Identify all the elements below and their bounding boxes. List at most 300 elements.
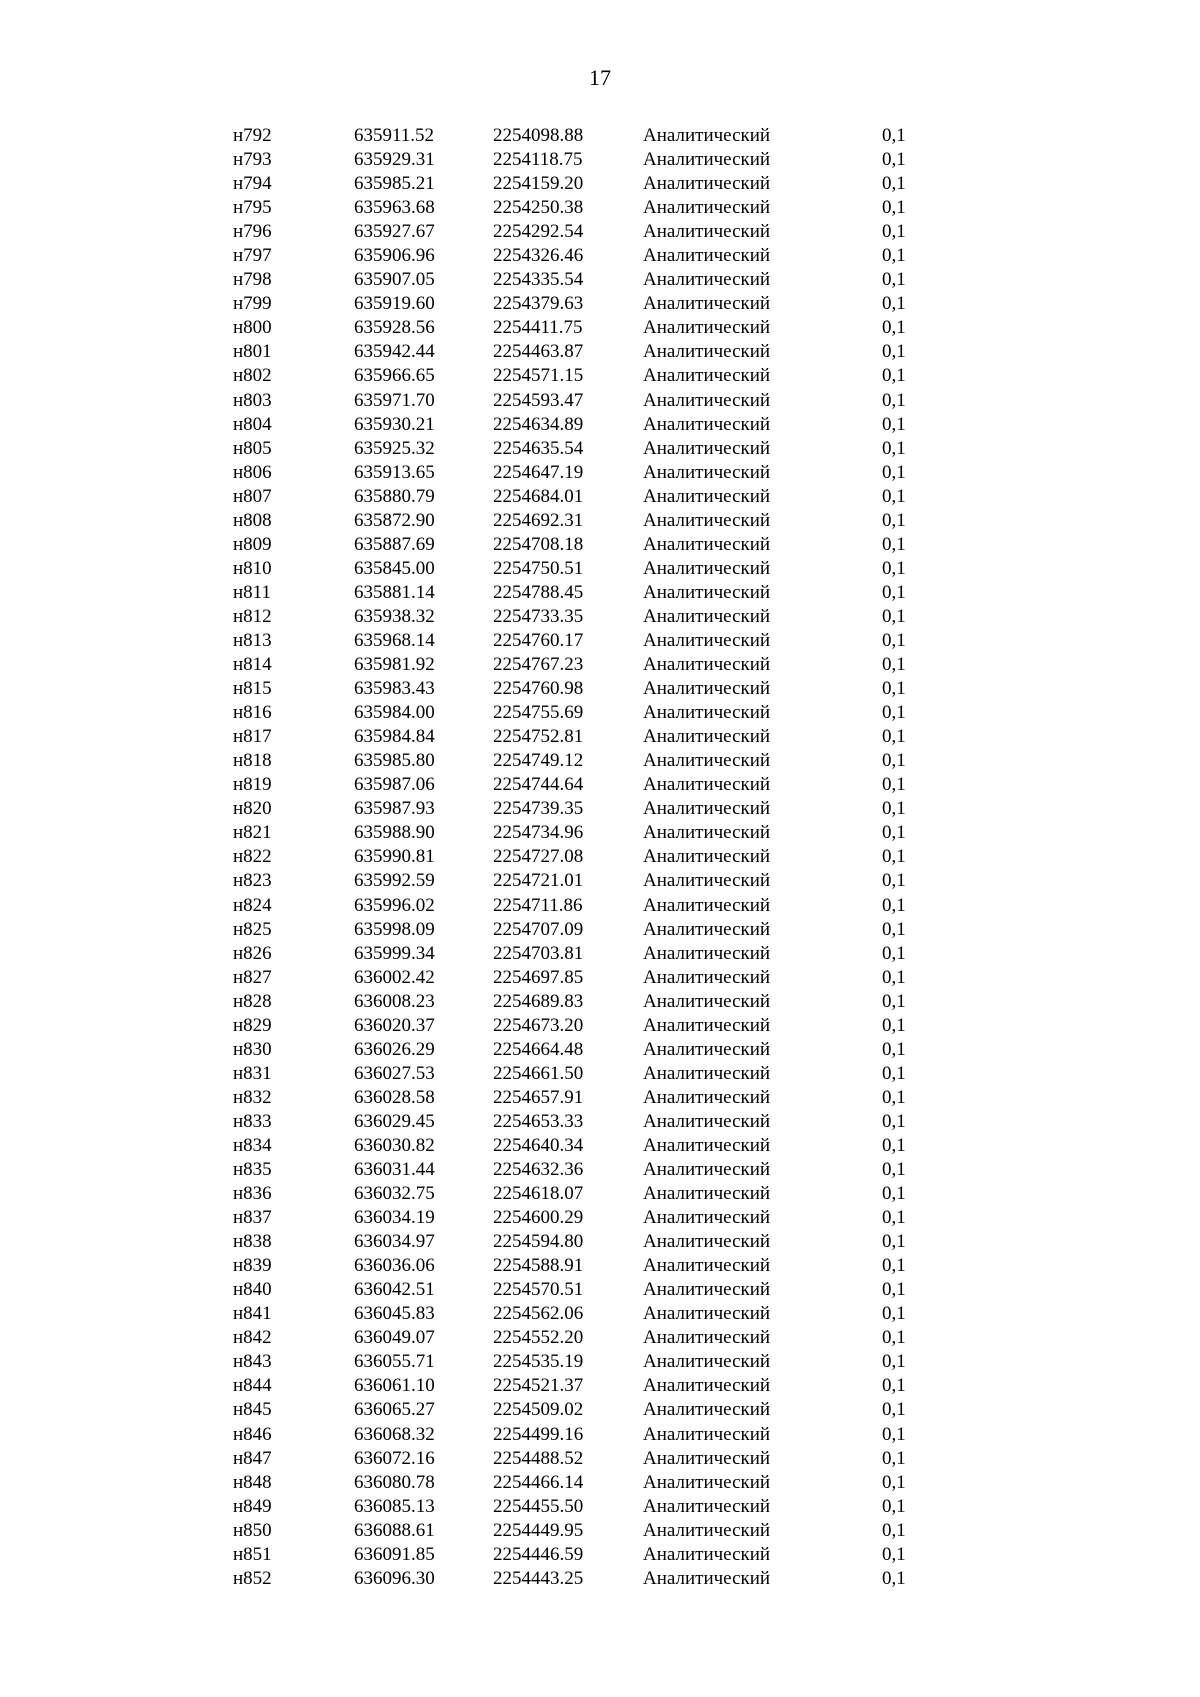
- table-row: [0, 990, 1200, 1014]
- table-row: [0, 821, 1200, 845]
- table-row: [0, 461, 1200, 485]
- method-cell: Аналитический: [643, 389, 771, 411]
- method-cell: Аналитический: [643, 629, 771, 651]
- x-coordinate-cell: 636096.30: [354, 1567, 435, 1589]
- x-coordinate-cell: 636061.10: [354, 1375, 435, 1397]
- accuracy-cell: 0,1: [882, 1471, 906, 1493]
- x-coordinate-cell: 636008.23: [354, 990, 435, 1012]
- accuracy-cell: 0,1: [882, 1543, 906, 1565]
- table-row: [0, 1447, 1200, 1471]
- x-coordinate-cell: 635971.70: [354, 389, 435, 411]
- accuracy-cell: 0,1: [882, 774, 906, 796]
- accuracy-cell: 0,1: [882, 1423, 906, 1445]
- table-row: [0, 196, 1200, 220]
- point-id-cell: н799: [233, 293, 272, 315]
- y-coordinate-cell: 2254552.20: [493, 1327, 584, 1349]
- y-coordinate-cell: 2254594.80: [493, 1231, 584, 1253]
- y-coordinate-cell: 2254466.14: [493, 1471, 584, 1493]
- x-coordinate-cell: 635966.65: [354, 365, 435, 387]
- accuracy-cell: 0,1: [882, 894, 906, 916]
- x-coordinate-cell: 636088.61: [354, 1519, 435, 1541]
- accuracy-cell: 0,1: [882, 1038, 906, 1060]
- x-coordinate-cell: 635881.14: [354, 581, 435, 603]
- x-coordinate-cell: 636091.85: [354, 1543, 435, 1565]
- table-row: [0, 533, 1200, 557]
- point-id-cell: н816: [233, 702, 272, 724]
- table-row: [0, 677, 1200, 701]
- accuracy-cell: 0,1: [882, 317, 906, 339]
- point-id-cell: н820: [233, 798, 272, 820]
- accuracy-cell: 0,1: [882, 365, 906, 387]
- x-coordinate-cell: 635983.43: [354, 678, 435, 700]
- accuracy-cell: 0,1: [882, 197, 906, 219]
- y-coordinate-cell: 2254562.06: [493, 1303, 584, 1325]
- y-coordinate-cell: 2254632.36: [493, 1159, 584, 1181]
- table-row: [0, 1495, 1200, 1519]
- table-row: [0, 244, 1200, 268]
- x-coordinate-cell: 635984.84: [354, 726, 435, 748]
- x-coordinate-cell: 635930.21: [354, 413, 435, 435]
- method-cell: Аналитический: [643, 509, 771, 531]
- method-cell: Аналитический: [643, 437, 771, 459]
- y-coordinate-cell: 2254335.54: [493, 269, 584, 291]
- table-row: [0, 1543, 1200, 1567]
- point-id-cell: н801: [233, 341, 272, 363]
- method-cell: Аналитический: [643, 1014, 771, 1036]
- point-id-cell: н802: [233, 365, 272, 387]
- point-id-cell: н830: [233, 1038, 272, 1060]
- x-coordinate-cell: 635942.44: [354, 341, 435, 363]
- table-row: [0, 340, 1200, 364]
- accuracy-cell: 0,1: [882, 1519, 906, 1541]
- table-row: [0, 581, 1200, 605]
- table-row: [0, 1086, 1200, 1110]
- table-row: [0, 605, 1200, 629]
- method-cell: Аналитический: [643, 678, 771, 700]
- accuracy-cell: 0,1: [882, 629, 906, 651]
- y-coordinate-cell: 2254635.54: [493, 437, 584, 459]
- y-coordinate-cell: 2254411.75: [493, 317, 583, 339]
- point-id-cell: н851: [233, 1543, 272, 1565]
- y-coordinate-cell: 2254446.59: [493, 1543, 584, 1565]
- point-id-cell: н807: [233, 485, 272, 507]
- point-id-cell: н840: [233, 1279, 272, 1301]
- x-coordinate-cell: 636072.16: [354, 1447, 435, 1469]
- x-coordinate-cell: 636034.19: [354, 1207, 435, 1229]
- method-cell: Аналитический: [643, 990, 771, 1012]
- y-coordinate-cell: 2254760.98: [493, 678, 584, 700]
- x-coordinate-cell: 635999.34: [354, 942, 435, 964]
- y-coordinate-cell: 2254535.19: [493, 1351, 584, 1373]
- method-cell: Аналитический: [643, 1303, 771, 1325]
- point-id-cell: н813: [233, 629, 272, 651]
- point-id-cell: н796: [233, 221, 272, 243]
- x-coordinate-cell: 636049.07: [354, 1327, 435, 1349]
- point-id-cell: н825: [233, 918, 272, 940]
- table-row: [0, 1230, 1200, 1254]
- x-coordinate-cell: 636068.32: [354, 1423, 435, 1445]
- point-id-cell: н847: [233, 1447, 272, 1469]
- accuracy-cell: 0,1: [882, 798, 906, 820]
- accuracy-cell: 0,1: [882, 1375, 906, 1397]
- point-id-cell: н823: [233, 870, 272, 892]
- point-id-cell: н793: [233, 149, 272, 171]
- y-coordinate-cell: 2254118.75: [493, 149, 583, 171]
- table-row: [0, 701, 1200, 725]
- y-coordinate-cell: 2254727.08: [493, 846, 584, 868]
- point-id-cell: н846: [233, 1423, 272, 1445]
- point-id-cell: н837: [233, 1207, 272, 1229]
- y-coordinate-cell: 2254708.18: [493, 533, 584, 555]
- table-row: [0, 1398, 1200, 1422]
- y-coordinate-cell: 2254509.02: [493, 1399, 584, 1421]
- table-row: [0, 1014, 1200, 1038]
- point-id-cell: н805: [233, 437, 272, 459]
- y-coordinate-cell: 2254744.64: [493, 774, 584, 796]
- method-cell: Аналитический: [643, 1567, 771, 1589]
- table-row: [0, 1062, 1200, 1086]
- table-row: [0, 1374, 1200, 1398]
- accuracy-cell: 0,1: [882, 557, 906, 579]
- method-cell: Аналитический: [643, 1543, 771, 1565]
- method-cell: Аналитический: [643, 1038, 771, 1060]
- y-coordinate-cell: 2254593.47: [493, 389, 584, 411]
- table-row: [0, 1326, 1200, 1350]
- method-cell: Аналитический: [643, 1351, 771, 1373]
- x-coordinate-cell: 635988.90: [354, 822, 435, 844]
- method-cell: Аналитический: [643, 822, 771, 844]
- accuracy-cell: 0,1: [882, 1159, 906, 1181]
- x-coordinate-cell: 635992.59: [354, 870, 435, 892]
- y-coordinate-cell: 2254749.12: [493, 750, 584, 772]
- point-id-cell: н828: [233, 990, 272, 1012]
- x-coordinate-cell: 635981.92: [354, 654, 435, 676]
- table-row: [0, 485, 1200, 509]
- table-row: [0, 268, 1200, 292]
- method-cell: Аналитический: [643, 533, 771, 555]
- accuracy-cell: 0,1: [882, 509, 906, 531]
- point-id-cell: н803: [233, 389, 272, 411]
- y-coordinate-cell: 2254571.15: [493, 365, 584, 387]
- x-coordinate-cell: 635987.93: [354, 798, 435, 820]
- point-id-cell: н849: [233, 1495, 272, 1517]
- point-id-cell: н852: [233, 1567, 272, 1589]
- point-id-cell: н831: [233, 1062, 272, 1084]
- table-row: [0, 364, 1200, 388]
- accuracy-cell: 0,1: [882, 1399, 906, 1421]
- x-coordinate-cell: 636085.13: [354, 1495, 435, 1517]
- table-row: [0, 1423, 1200, 1447]
- table-row: [0, 148, 1200, 172]
- point-id-cell: н841: [233, 1303, 272, 1325]
- point-id-cell: н835: [233, 1159, 272, 1181]
- point-id-cell: н848: [233, 1471, 272, 1493]
- method-cell: Аналитический: [643, 774, 771, 796]
- method-cell: Аналитический: [643, 1423, 771, 1445]
- accuracy-cell: 0,1: [882, 533, 906, 555]
- table-row: [0, 413, 1200, 437]
- y-coordinate-cell: 2254692.31: [493, 509, 584, 531]
- x-coordinate-cell: 636034.97: [354, 1231, 435, 1253]
- y-coordinate-cell: 2254664.48: [493, 1038, 584, 1060]
- y-coordinate-cell: 2254379.63: [493, 293, 584, 315]
- table-row: [0, 557, 1200, 581]
- method-cell: Аналитический: [643, 894, 771, 916]
- method-cell: Аналитический: [643, 870, 771, 892]
- method-cell: Аналитический: [643, 293, 771, 315]
- accuracy-cell: 0,1: [882, 966, 906, 988]
- point-id-cell: н832: [233, 1086, 272, 1108]
- point-id-cell: н804: [233, 413, 272, 435]
- table-row: [0, 869, 1200, 893]
- method-cell: Аналитический: [643, 702, 771, 724]
- table-row: [0, 966, 1200, 990]
- method-cell: Аналитический: [643, 1183, 771, 1205]
- accuracy-cell: 0,1: [882, 1014, 906, 1036]
- table-row: [0, 1254, 1200, 1278]
- x-coordinate-cell: 635929.31: [354, 149, 435, 171]
- table-row: [0, 220, 1200, 244]
- x-coordinate-cell: 636026.29: [354, 1038, 435, 1060]
- x-coordinate-cell: 635919.60: [354, 293, 435, 315]
- method-cell: Аналитический: [643, 1519, 771, 1541]
- method-cell: Аналитический: [643, 1255, 771, 1277]
- table-row: [0, 629, 1200, 653]
- method-cell: Аналитический: [643, 966, 771, 988]
- table-row: [0, 1567, 1200, 1591]
- x-coordinate-cell: 635906.96: [354, 245, 435, 267]
- x-coordinate-cell: 635968.14: [354, 629, 435, 651]
- method-cell: Аналитический: [643, 1471, 771, 1493]
- x-coordinate-cell: 635987.06: [354, 774, 435, 796]
- point-id-cell: н812: [233, 605, 272, 627]
- accuracy-cell: 0,1: [882, 1086, 906, 1108]
- y-coordinate-cell: 2254521.37: [493, 1375, 584, 1397]
- accuracy-cell: 0,1: [882, 269, 906, 291]
- x-coordinate-cell: 636032.75: [354, 1183, 435, 1205]
- point-id-cell: н798: [233, 269, 272, 291]
- point-id-cell: н806: [233, 461, 272, 483]
- y-coordinate-cell: 2254640.34: [493, 1134, 584, 1156]
- y-coordinate-cell: 2254684.01: [493, 485, 584, 507]
- method-cell: Аналитический: [643, 918, 771, 940]
- accuracy-cell: 0,1: [882, 870, 906, 892]
- x-coordinate-cell: 636080.78: [354, 1471, 435, 1493]
- x-coordinate-cell: 635925.32: [354, 437, 435, 459]
- point-id-cell: н827: [233, 966, 272, 988]
- point-id-cell: н800: [233, 317, 272, 339]
- y-coordinate-cell: 2254455.50: [493, 1495, 584, 1517]
- point-id-cell: н815: [233, 678, 272, 700]
- accuracy-cell: 0,1: [882, 245, 906, 267]
- table-row: [0, 292, 1200, 316]
- y-coordinate-cell: 2254760.17: [493, 629, 584, 651]
- point-id-cell: н792: [233, 125, 272, 146]
- method-cell: Аналитический: [643, 1327, 771, 1349]
- y-coordinate-cell: 2254570.51: [493, 1279, 584, 1301]
- accuracy-cell: 0,1: [882, 221, 906, 243]
- x-coordinate-cell: 636045.83: [354, 1303, 435, 1325]
- x-coordinate-cell: 635927.67: [354, 221, 435, 243]
- y-coordinate-cell: 2254098.88: [493, 125, 584, 146]
- accuracy-cell: 0,1: [882, 750, 906, 772]
- y-coordinate-cell: 2254488.52: [493, 1447, 584, 1469]
- x-coordinate-cell: 635913.65: [354, 461, 435, 483]
- y-coordinate-cell: 2254703.81: [493, 942, 584, 964]
- x-coordinate-cell: 636031.44: [354, 1159, 435, 1181]
- point-id-cell: н811: [233, 581, 271, 603]
- x-coordinate-cell: 635938.32: [354, 605, 435, 627]
- point-id-cell: н836: [233, 1183, 272, 1205]
- x-coordinate-cell: 635880.79: [354, 485, 435, 507]
- accuracy-cell: 0,1: [882, 173, 906, 195]
- y-coordinate-cell: 2254292.54: [493, 221, 584, 243]
- method-cell: Аналитический: [643, 605, 771, 627]
- table-row: [0, 894, 1200, 918]
- accuracy-cell: 0,1: [882, 654, 906, 676]
- table-row: [0, 1182, 1200, 1206]
- x-coordinate-cell: 635907.05: [354, 269, 435, 291]
- table-row: [0, 172, 1200, 196]
- x-coordinate-cell: 635985.80: [354, 750, 435, 772]
- method-cell: Аналитический: [643, 485, 771, 507]
- table-row: [0, 749, 1200, 773]
- x-coordinate-cell: 636065.27: [354, 1399, 435, 1421]
- y-coordinate-cell: 2254697.85: [493, 966, 584, 988]
- x-coordinate-cell: 635911.52: [354, 125, 435, 146]
- x-coordinate-cell: 636020.37: [354, 1014, 435, 1036]
- table-row: [0, 1278, 1200, 1302]
- point-id-cell: н842: [233, 1327, 272, 1349]
- x-coordinate-cell: 635928.56: [354, 317, 435, 339]
- method-cell: Аналитический: [643, 1134, 771, 1156]
- point-id-cell: н814: [233, 654, 272, 676]
- accuracy-cell: 0,1: [882, 1110, 906, 1132]
- method-cell: Аналитический: [643, 461, 771, 483]
- table-row: [0, 1110, 1200, 1134]
- method-cell: Аналитический: [643, 726, 771, 748]
- method-cell: Аналитический: [643, 1062, 771, 1084]
- accuracy-cell: 0,1: [882, 293, 906, 315]
- accuracy-cell: 0,1: [882, 990, 906, 1012]
- accuracy-cell: 0,1: [882, 1327, 906, 1349]
- table-row: [0, 653, 1200, 677]
- method-cell: Аналитический: [643, 1110, 771, 1132]
- x-coordinate-cell: 636029.45: [354, 1110, 435, 1132]
- table-row: [0, 124, 1200, 148]
- y-coordinate-cell: 2254326.46: [493, 245, 584, 267]
- point-id-cell: н795: [233, 197, 272, 219]
- y-coordinate-cell: 2254739.35: [493, 798, 584, 820]
- method-cell: Аналитический: [643, 149, 771, 171]
- accuracy-cell: 0,1: [882, 822, 906, 844]
- table-row: [0, 1038, 1200, 1062]
- method-cell: Аналитический: [643, 173, 771, 195]
- y-coordinate-cell: 2254250.38: [493, 197, 584, 219]
- accuracy-cell: 0,1: [882, 678, 906, 700]
- accuracy-cell: 0,1: [882, 125, 906, 146]
- method-cell: Аналитический: [643, 365, 771, 387]
- point-id-cell: н818: [233, 750, 272, 772]
- y-coordinate-cell: 2254443.25: [493, 1567, 584, 1589]
- point-id-cell: н843: [233, 1351, 272, 1373]
- accuracy-cell: 0,1: [882, 1183, 906, 1205]
- table-row: [0, 1206, 1200, 1230]
- point-id-cell: н833: [233, 1110, 272, 1132]
- accuracy-cell: 0,1: [882, 1255, 906, 1277]
- point-id-cell: н797: [233, 245, 272, 267]
- x-coordinate-cell: 635845.00: [354, 557, 435, 579]
- x-coordinate-cell: 636030.82: [354, 1134, 435, 1156]
- method-cell: Аналитический: [643, 1495, 771, 1517]
- x-coordinate-cell: 635985.21: [354, 173, 435, 195]
- method-cell: Аналитический: [643, 557, 771, 579]
- accuracy-cell: 0,1: [882, 413, 906, 435]
- accuracy-cell: 0,1: [882, 1303, 906, 1325]
- table-row: [0, 942, 1200, 966]
- y-coordinate-cell: 2254499.16: [493, 1423, 584, 1445]
- method-cell: Аналитический: [643, 221, 771, 243]
- method-cell: Аналитический: [643, 654, 771, 676]
- accuracy-cell: 0,1: [882, 1134, 906, 1156]
- y-coordinate-cell: 2254733.35: [493, 605, 584, 627]
- point-id-cell: н819: [233, 774, 272, 796]
- point-id-cell: н810: [233, 557, 272, 579]
- point-id-cell: н822: [233, 846, 272, 868]
- accuracy-cell: 0,1: [882, 918, 906, 940]
- accuracy-cell: 0,1: [882, 605, 906, 627]
- x-coordinate-cell: 636027.53: [354, 1062, 435, 1084]
- accuracy-cell: 0,1: [882, 389, 906, 411]
- point-id-cell: н808: [233, 509, 272, 531]
- y-coordinate-cell: 2254788.45: [493, 581, 584, 603]
- method-cell: Аналитический: [643, 1399, 771, 1421]
- method-cell: Аналитический: [643, 341, 771, 363]
- y-coordinate-cell: 2254618.07: [493, 1183, 584, 1205]
- accuracy-cell: 0,1: [882, 485, 906, 507]
- accuracy-cell: 0,1: [882, 1567, 906, 1589]
- point-id-cell: н834: [233, 1134, 272, 1156]
- accuracy-cell: 0,1: [882, 1447, 906, 1469]
- accuracy-cell: 0,1: [882, 1495, 906, 1517]
- y-coordinate-cell: 2254750.51: [493, 557, 584, 579]
- point-id-cell: н817: [233, 726, 272, 748]
- point-id-cell: н845: [233, 1399, 272, 1421]
- accuracy-cell: 0,1: [882, 341, 906, 363]
- y-coordinate-cell: 2254657.91: [493, 1086, 584, 1108]
- point-id-cell: н844: [233, 1375, 272, 1397]
- y-coordinate-cell: 2254634.89: [493, 413, 584, 435]
- accuracy-cell: 0,1: [882, 1062, 906, 1084]
- method-cell: Аналитический: [643, 1207, 771, 1229]
- method-cell: Аналитический: [643, 942, 771, 964]
- accuracy-cell: 0,1: [882, 702, 906, 724]
- table-row: [0, 1302, 1200, 1326]
- point-id-cell: н821: [233, 822, 272, 844]
- method-cell: Аналитический: [643, 750, 771, 772]
- accuracy-cell: 0,1: [882, 846, 906, 868]
- method-cell: Аналитический: [643, 798, 771, 820]
- x-coordinate-cell: 636002.42: [354, 966, 435, 988]
- y-coordinate-cell: 2254588.91: [493, 1255, 584, 1277]
- method-cell: Аналитический: [643, 413, 771, 435]
- table-row: [0, 797, 1200, 821]
- method-cell: Аналитический: [643, 125, 771, 146]
- method-cell: Аналитический: [643, 1231, 771, 1253]
- x-coordinate-cell: 636028.58: [354, 1086, 435, 1108]
- table-row: [0, 316, 1200, 340]
- accuracy-cell: 0,1: [882, 149, 906, 171]
